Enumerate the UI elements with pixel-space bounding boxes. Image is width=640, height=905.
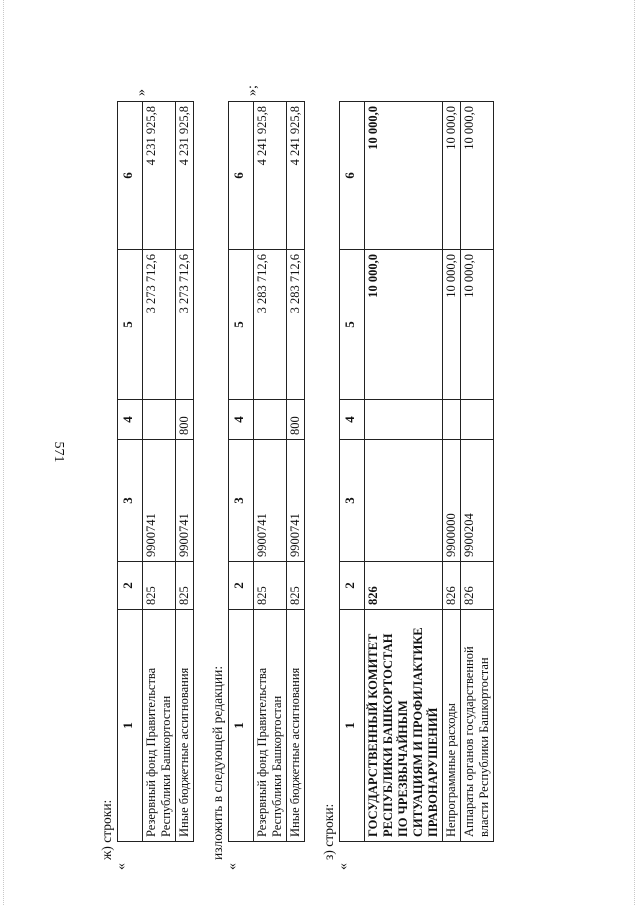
column-header: 6 — [229, 102, 254, 250]
open-quote: « — [114, 863, 129, 870]
column-header: 5 — [229, 250, 254, 400]
row-value-cell: 10 000,0 — [443, 250, 461, 400]
row-value-cell: 800 — [287, 400, 305, 440]
row-value-cell: 800 — [176, 400, 194, 440]
column-header: 1 — [340, 610, 365, 842]
row-value-cell: 825 — [254, 562, 287, 610]
column-header: 4 — [118, 400, 143, 440]
section-label: ж) строки: — [99, 799, 114, 860]
row-value-cell: 3 283 712,6 — [287, 250, 305, 400]
header-row — [229, 102, 254, 842]
column-header: 1 — [118, 610, 143, 842]
row-value-cell: 825 — [143, 562, 176, 610]
section-label: з) строки: — [321, 803, 336, 860]
row-value-cell: 10 000,0 — [365, 102, 443, 250]
column-header: 2 — [118, 562, 143, 610]
section-label: изложить в следующей редакции: — [210, 665, 225, 860]
row-name-cell: Непрограммные расходы — [443, 610, 461, 842]
row-value-cell: 9900204 — [461, 440, 494, 562]
table-row — [443, 102, 461, 842]
column-header: 4 — [229, 400, 254, 440]
row-value-cell: 9900741 — [287, 440, 305, 562]
row-value-cell: 826 — [365, 562, 443, 610]
row-value-cell — [365, 440, 443, 562]
column-header: 6 — [340, 102, 365, 250]
row-value-cell: 10 000,0 — [461, 102, 494, 250]
row-value-cell: 9900741 — [254, 440, 287, 562]
column-header: 3 — [118, 440, 143, 562]
row-value-cell: 825 — [287, 562, 305, 610]
column-header: 2 — [229, 562, 254, 610]
row-value-cell: 9900741 — [143, 440, 176, 562]
row-value-cell: 9900000 — [443, 440, 461, 562]
row-value-cell: 3 283 712,6 — [254, 250, 287, 400]
row-value-cell — [365, 400, 443, 440]
row-value-cell: 826 — [443, 562, 461, 610]
close-quote: »; — [245, 85, 260, 96]
row-name-cell: Резервный фонд Правительства Республики Башкортостан — [143, 610, 176, 842]
header-row — [340, 102, 365, 842]
row-name-cell: Иные бюджетные ассигнования — [287, 610, 305, 842]
page-number: 571 — [51, 441, 66, 463]
column-header: 5 — [340, 250, 365, 400]
row-value-cell: 9900741 — [176, 440, 194, 562]
table-row — [365, 102, 443, 842]
budget-table — [117, 101, 194, 842]
row-value-cell: 4 241 925,8 — [287, 102, 305, 250]
table-wrapper — [225, 85, 305, 870]
section-gap — [494, 50, 508, 870]
table-row — [287, 102, 305, 842]
row-value-cell: 826 — [461, 562, 494, 610]
row-name-cell: ГОСУДАРСТВЕННЫЙ КОМИТЕТ РЕСПУБЛИКИ БАШКОРТОСТАН ПО ЧРЕЗВЫЧАЙНЫМ СИТУАЦИЯМ И ПРОФИЛАКТИКЕ ПРАВОНАРУШЕНИЙ — [365, 610, 443, 842]
column-header: 6 — [118, 102, 143, 250]
right-margin-line — [634, 0, 635, 905]
section-gap — [194, 50, 208, 870]
row-name-cell: Аппараты органов государственной власти Республики Башкортостан — [461, 610, 494, 842]
open-quote: « — [225, 863, 240, 870]
row-value-cell — [461, 400, 494, 440]
row-value-cell — [254, 400, 287, 440]
left-margin-line — [3, 0, 4, 905]
row-value-cell: 4 231 925,8 — [176, 102, 194, 250]
table-row — [254, 102, 287, 842]
row-value-cell — [143, 400, 176, 440]
column-header: 4 — [340, 400, 365, 440]
row-value-cell: 10 000,0 — [443, 102, 461, 250]
table-row — [143, 102, 176, 842]
row-value-cell: 4 241 925,8 — [254, 102, 287, 250]
row-name-cell: Иные бюджетные ассигнования — [176, 610, 194, 842]
close-quote: » — [134, 89, 149, 96]
column-header: 3 — [229, 440, 254, 562]
row-value-cell: 4 231 925,8 — [143, 102, 176, 250]
row-value-cell — [443, 400, 461, 440]
row-value-cell: 3 273 712,6 — [176, 250, 194, 400]
row-value-cell: 10 000,0 — [365, 250, 443, 400]
table-wrapper — [114, 89, 194, 870]
column-header: 2 — [340, 562, 365, 610]
section-gap — [305, 50, 319, 870]
table-row — [461, 102, 494, 842]
budget-table — [339, 101, 494, 842]
table-row — [176, 102, 194, 842]
open-quote: « — [336, 863, 351, 870]
column-header: 1 — [229, 610, 254, 842]
row-value-cell: 825 — [176, 562, 194, 610]
table-wrapper — [336, 102, 494, 870]
column-header: 3 — [340, 440, 365, 562]
row-name-cell: Резервный фонд Правительства Республики Башкортостан — [254, 610, 287, 842]
column-header: 5 — [118, 250, 143, 400]
budget-table — [228, 101, 305, 842]
row-value-cell: 10 000,0 — [461, 250, 494, 400]
row-value-cell: 3 273 712,6 — [143, 250, 176, 400]
header-row — [118, 102, 143, 842]
rotated-content — [97, 50, 508, 870]
